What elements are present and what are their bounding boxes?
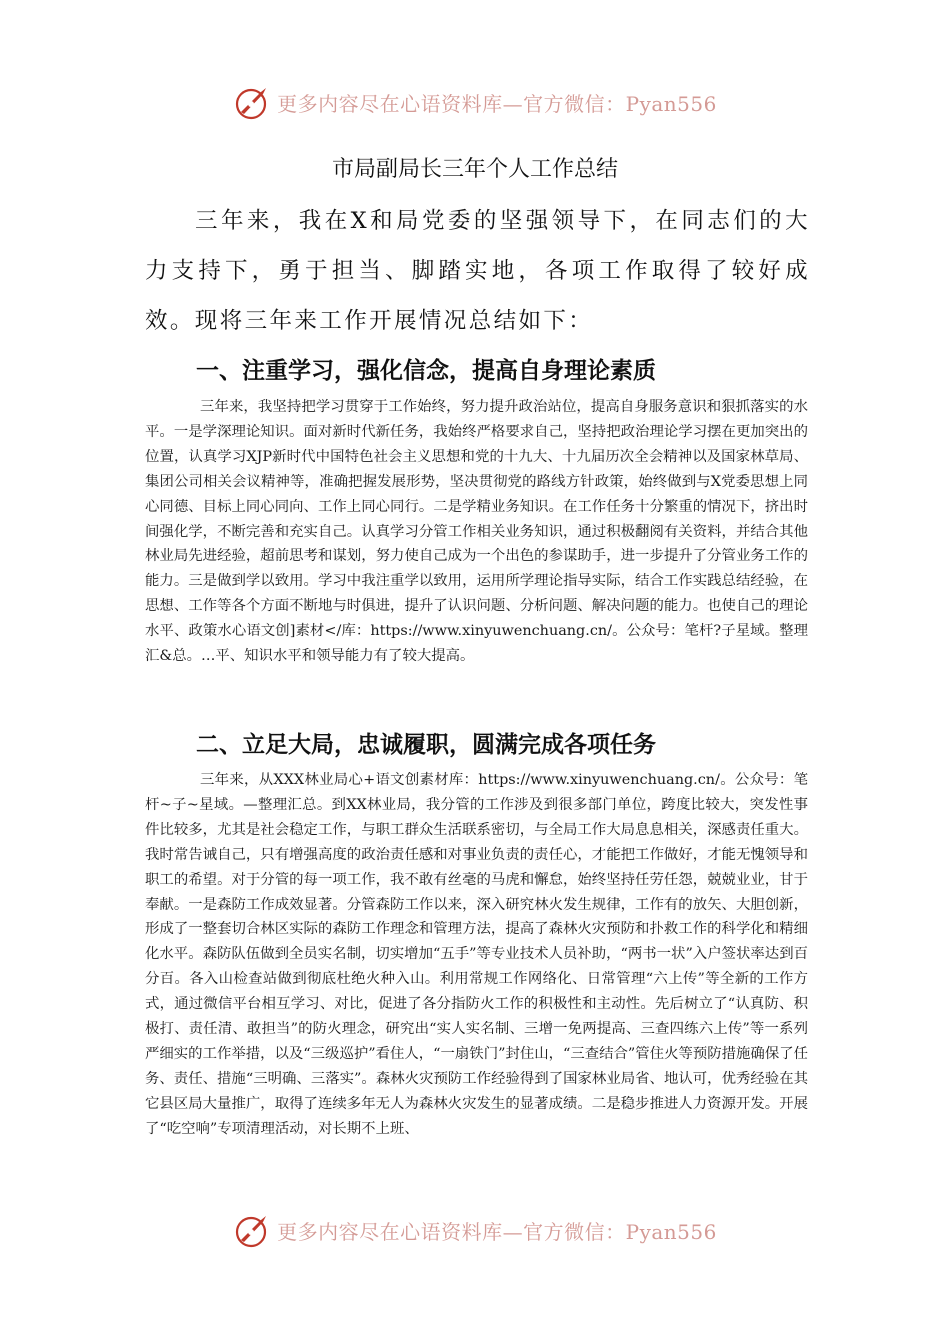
document-title: 市局副局长三年个人工作总结	[331, 157, 618, 182]
footer-banner	[0, 1208, 950, 1252]
section-2-heading: 二、立足大局，忠诚履职，圆满完成各项任务	[196, 732, 656, 758]
pen-logo-icon	[233, 82, 273, 122]
intro-paragraph: 三年来，我在X和局党委的坚强领导下，在同志们的大力支持下，勇于担当、脚踏实地，各项工作取得了较好成效。现将三年来工作开展情况总结如下：	[145, 208, 810, 334]
header-banner	[0, 80, 950, 124]
pen-logo-icon	[233, 1210, 273, 1250]
section-1-heading: 一、注重学习，强化信念，提高自身理论素质	[196, 358, 656, 384]
section-2-body: 三年来，从XXX林业局心+语文创素材库：https://www.xinyuwenchuang.cn/。公众号：笔杆~子~星域。—整理汇总。到XX林业局，我分管的工作涉及到很多部门单位，跨度比较大，突发性事件比较多，尤其是社会稳定工作，与职工群众生活联系密切，与全局工作大局息息相关，深感责任重大。我时常告诫自己，只有增强高度的政治责任感和对事业负责的责任心，才能把工作做好，才能无愧领导和职工的希望。对于分管的每一项工作，我不敢有丝毫的马虎和懈怠，始终坚持任劳任怨，兢兢业业，甘于奉献。一是森防工作成效显著。分管森防工作以来，深入研究林火发生规律，工作有的放矢、大胆创新，形成了一整套切合林区实际的森防工作理念和管理方法，提高了森林火灾预防和扑救工作的科学化和精细化水平。森防队伍做到全员实名制，切实增加“五手”等专业技术人员补助，“两书一状”入户签状率达到百分百。各入山检查站做到彻底杜绝火种入山。利用常规工作网络化、日常管理“六上传”等全新的工作方式，通过微信平台相互学习、对比，促进了各分指防火工作的积极性和主动性。先后树立了“认真防、积极打、责任清、敢担当”的防火理念，研究出“实人实名制、三增一免两提高、三查四练六上传”等一系列严细实的工作举措，以及“三级巡护”看住人，“一扇铁门”封住山，“三查结合”管住火等预防措施确保了任务、责任、措施“三明确、三落实”。森林火灾预防工作经验得到了国家林业局省、地认可，优秀经验在其它县区局大量推广，取得了连续多年无人为森林火灾发生的显著成绩。二是稳步推进人力资源开发。开展了“吃空响”专项清理活动，对长期不上班、	[145, 772, 808, 1137]
banner-text: 更多内容尽在心语资料库—官方微信：Pyan556	[277, 1219, 717, 1244]
section-1-body: 三年来，我坚持把学习贯穿于工作始终，努力提升政治站位，提高自身服务意识和狠抓落实的水平。一是学深理论知识。面对新时代新任务，我始终严格要求自己，坚持把政治理论学习摆在更加突出的位置，认真学习XJP新时代中国特色社会主义思想和党的十九大、十九届历次全会精神以及国家林草局、集团公司相关会议精神等，准确把握发展形势，坚决贯彻党的路线方针政策，始终做到与X党委思想上同心同德、目标上同心同向、工作上同心同行。二是学精业务知识。在工作任务十分繁重的情况下，挤出时间强化学，不断完善和充实自己。认真学习分管工作相关业务知识，通过积极翻阅有关资料，并结合其他林业局先进经验，超前思考和谋划，努力使自己成为一个出色的参谋助手，进一步提升了分管业务工作的能力。三是做到学以致用。学习中我注重学以致用，运用所学理论指导实际，结合工作实践总结经验，在思想、工作等各个方面不断地与时俱进，提升了认识问题、分析问题、解决问题的能力。也使自己的理论水平、政策水心语文创]素材</库：https://www.xinyuwenchuang.cn/。公众号：笔杆?子星域。整理汇&总。…平、知识水平和领导能力有了较大提高。	[145, 399, 808, 665]
banner-text: 更多内容尽在心语资料库—官方微信：Pyan556	[277, 91, 717, 116]
